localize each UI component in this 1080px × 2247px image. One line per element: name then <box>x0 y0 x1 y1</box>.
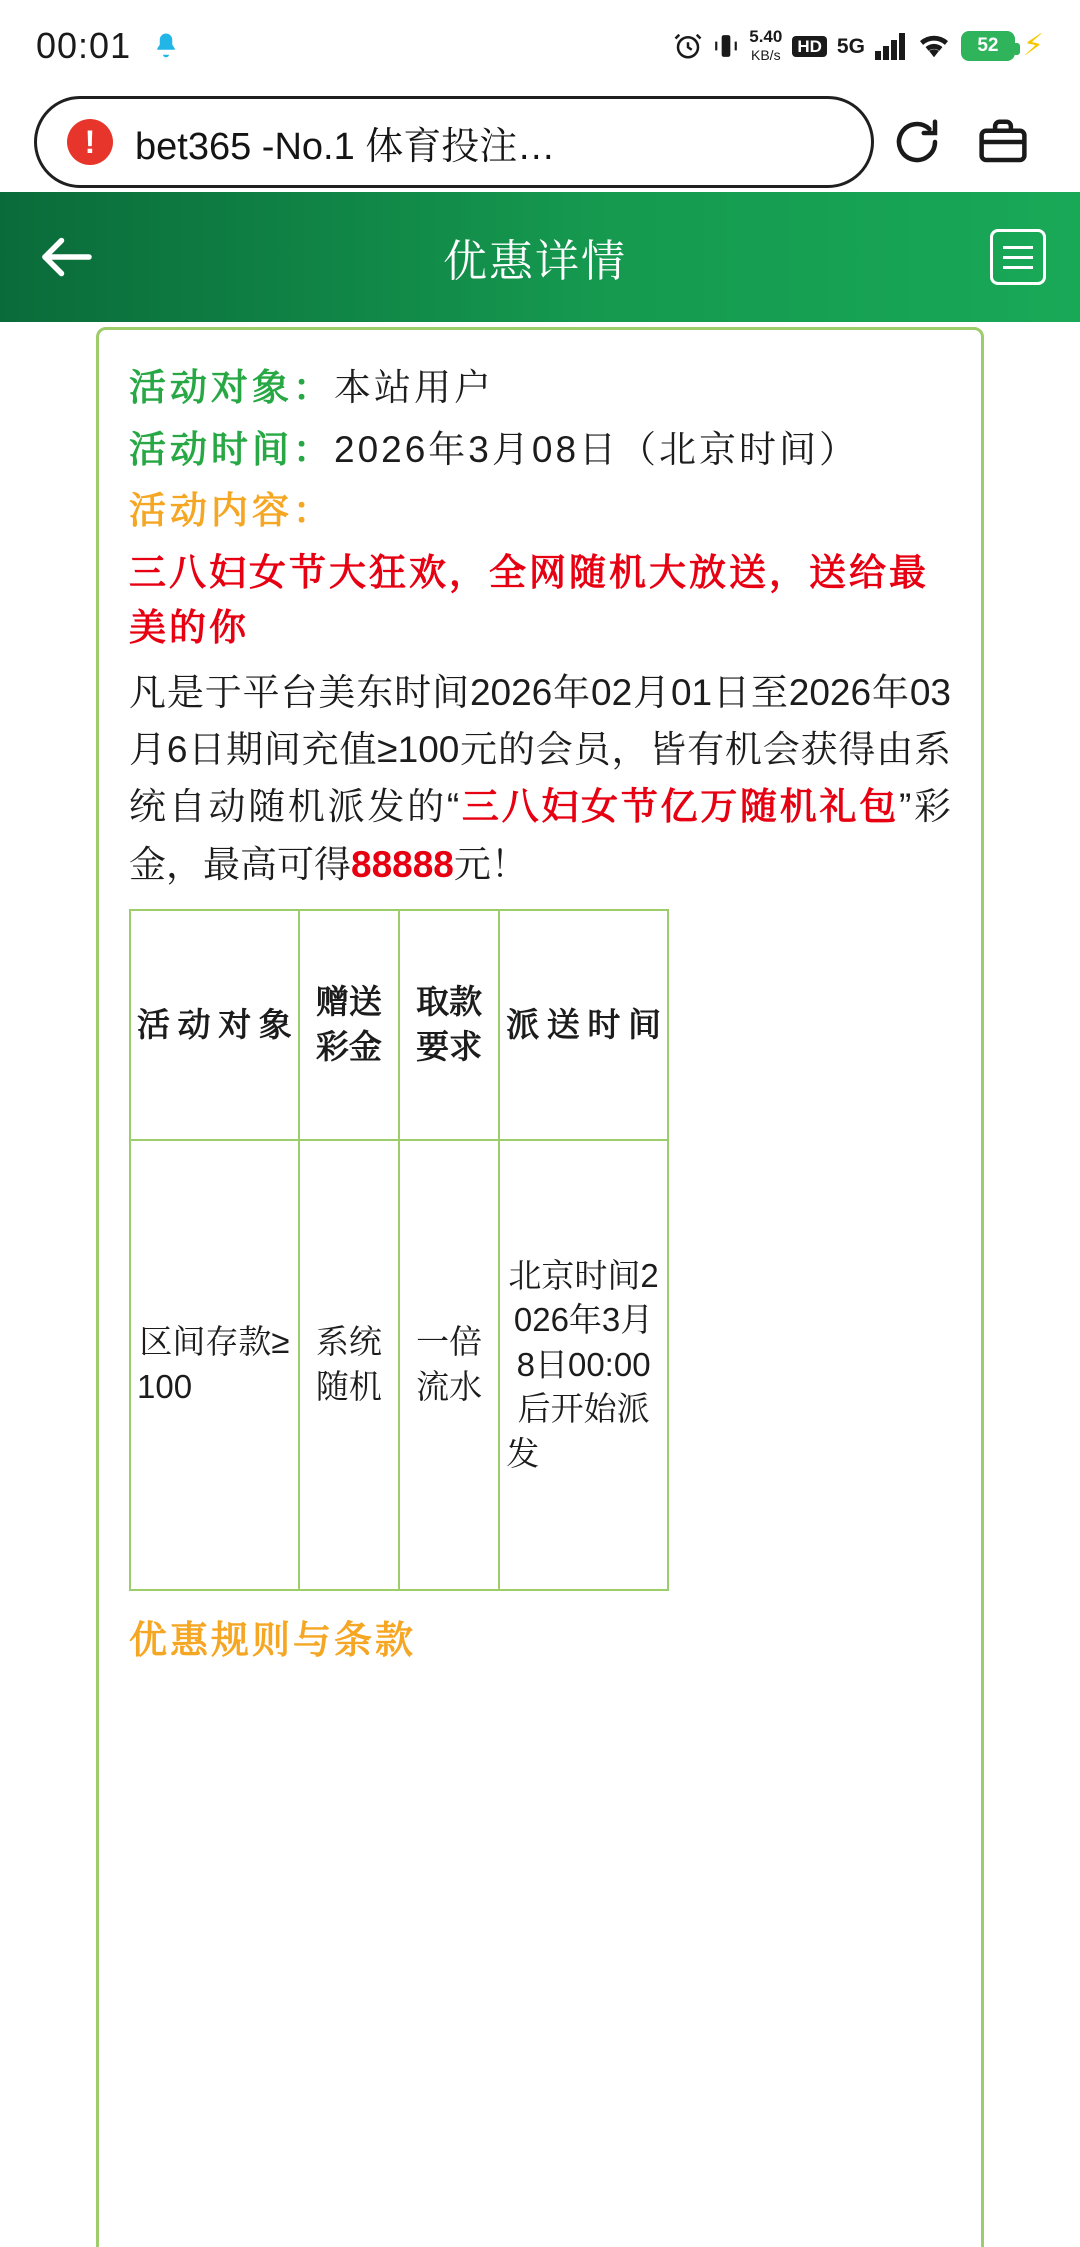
table-row <box>130 1140 668 1590</box>
status-time: 00:01 <box>36 25 132 66</box>
table-cell: 区间存款≥100 <box>130 1140 299 1590</box>
promo-table <box>129 909 669 1591</box>
network-speed: 5.40 KB/s <box>749 27 783 63</box>
url-bar[interactable] <box>34 96 874 188</box>
table-header-row <box>130 910 668 1140</box>
alarm-icon <box>673 31 703 61</box>
promo-audience-row <box>129 360 951 416</box>
promo-content-label-row <box>129 483 951 539</box>
lightning-bolt-icon: ⚡ <box>1022 29 1044 62</box>
promo-content <box>0 322 1080 2247</box>
bell-icon <box>151 31 181 61</box>
wifi-icon <box>917 32 951 60</box>
promo-paragraph-part3: 元！ <box>453 843 528 885</box>
promo-content-label: 活动内容： <box>129 490 334 531</box>
promo-paragraph <box>129 664 951 893</box>
table-header-cell: 取款要求 <box>399 910 499 1140</box>
status-right-icons <box>673 28 1044 64</box>
warning-icon[interactable]: ! <box>67 119 113 165</box>
network-type-label: 5G <box>836 34 865 58</box>
promo-paragraph-amount: 88888 <box>351 843 454 885</box>
promo-time-label: 活动时间： <box>129 428 334 470</box>
signal-bars-icon <box>875 32 907 60</box>
hd-badge: HD <box>792 36 827 57</box>
page-title: 优惠详情 <box>443 237 627 286</box>
promo-audience-label: 活动对象： <box>129 367 334 408</box>
briefcase-icon[interactable] <box>960 115 1046 169</box>
promo-rules-title: 优惠规则与条款 <box>129 1619 417 1662</box>
promo-paragraph-part1: 凡是于平台美东时间2026年02月01日至2026年03月6日期间充值≥100元的会员，皆有机会获得由系统自动随机派发的“ <box>129 671 951 828</box>
table-cell: 一倍流水 <box>399 1140 499 1590</box>
table-cell: 北京时间2026年3月8日00:00后开始派发 <box>499 1140 668 1590</box>
url-title: bet365 -No.1 体育投注… <box>135 125 556 168</box>
reload-icon[interactable] <box>874 115 960 169</box>
vibrate-icon <box>713 31 739 61</box>
app-header <box>0 192 1080 322</box>
table-header-cell: 派送时间 <box>499 910 668 1140</box>
table-header-cell: 活动对象 <box>130 910 299 1140</box>
table-header-cell: 赠送彩金 <box>299 910 399 1140</box>
hamburger-menu-icon[interactable] <box>990 229 1046 285</box>
promo-panel <box>96 327 984 2247</box>
table-cell: 系统随机 <box>299 1140 399 1590</box>
promo-paragraph-highlight: 三八妇女节亿万随机礼包 <box>459 786 899 828</box>
promo-time-row <box>129 422 951 478</box>
browser-toolbar <box>0 92 1080 192</box>
status-notification-icons <box>151 31 181 61</box>
promo-paragraph-part2: ”彩金，最高可得 <box>129 786 952 885</box>
status-bar <box>0 0 1080 92</box>
battery-indicator: 52 <box>961 31 1015 61</box>
promo-audience-value: 本站用户 <box>334 367 494 408</box>
promo-time-value: 2026年3月08日（北京时间） <box>334 428 860 470</box>
promo-headline: 三八妇女节大狂欢，全网随机大放送，送给最美的你 <box>129 551 929 648</box>
